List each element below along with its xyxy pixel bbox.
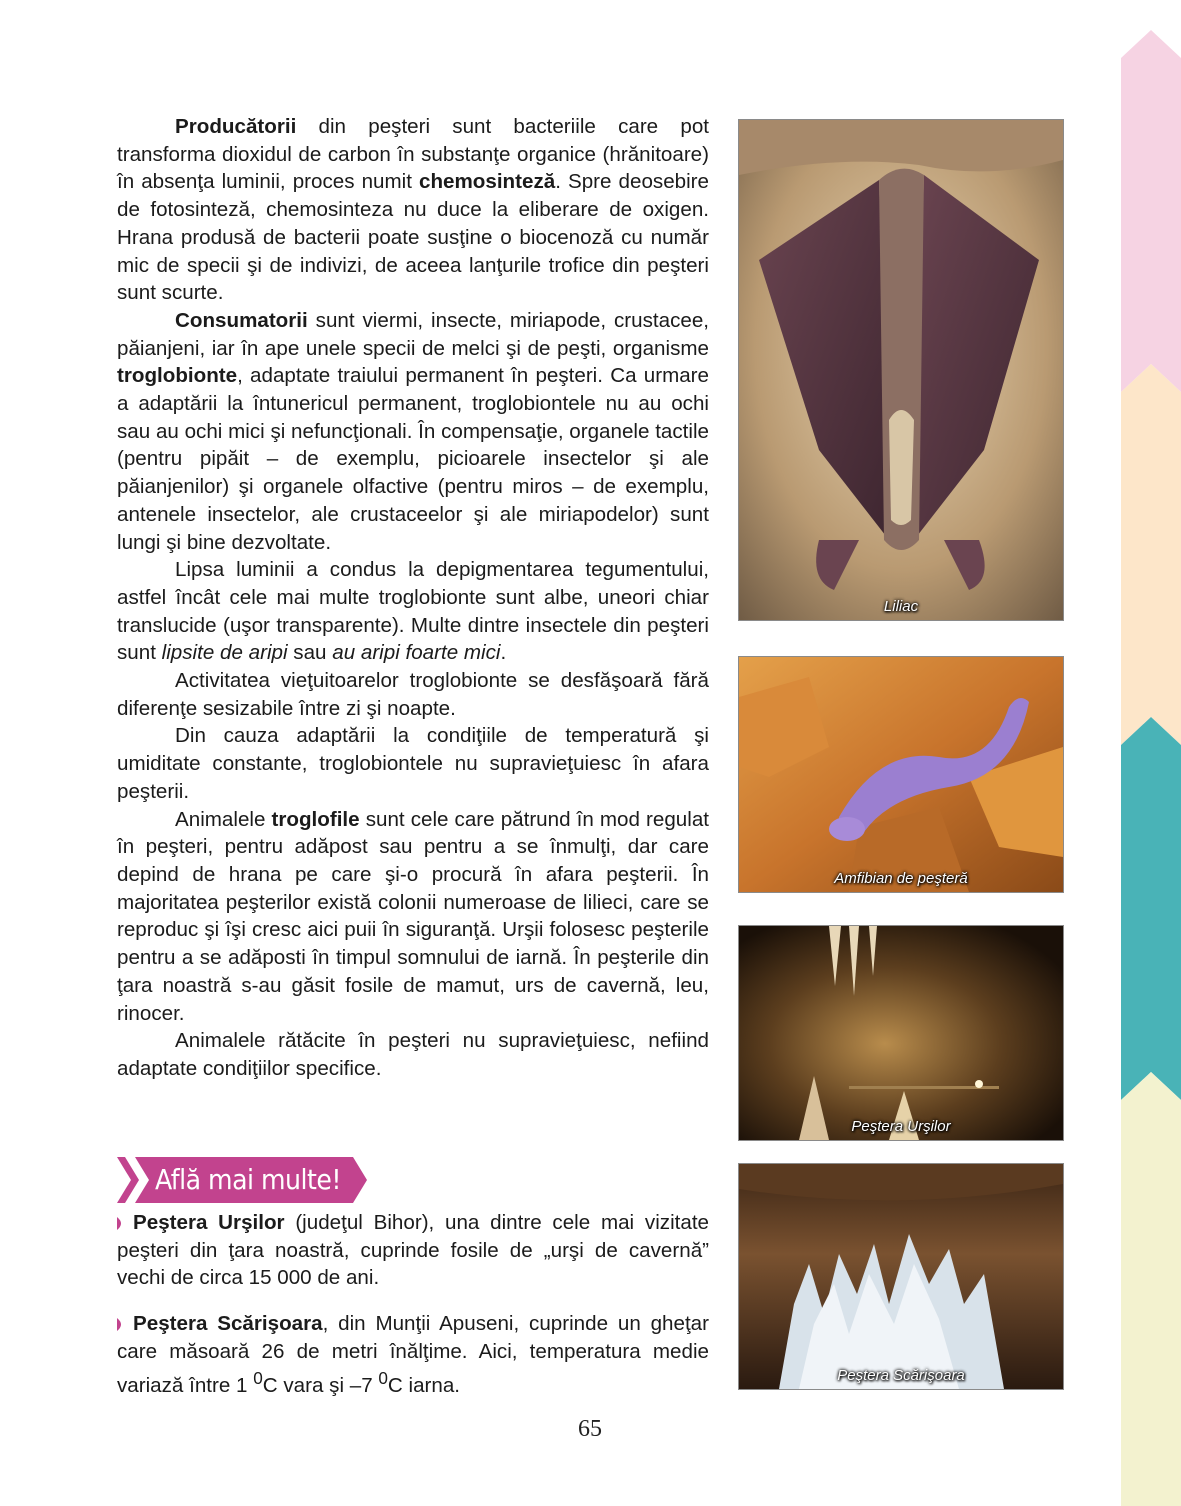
banner-title: Află mai multe!	[155, 1163, 341, 1196]
tab-cream	[1121, 1072, 1181, 1506]
info-item-ursilor	[117, 1209, 709, 1292]
bear-cave-photo	[738, 925, 1064, 1141]
info-text-scarisoara: Peştera Scărişoara, din Munţii Apuseni, cuprinde un gheţar care măsoară 26 de metri înălţime. Aici, temperatura medie variază între 1 $^0$C vara şi –7 $^0$C iarna.	[117, 1312, 709, 1398]
bear-cave-image	[739, 926, 1063, 1140]
paragraph-lost-animals: Animalele rătăcite în peşteri nu supravieţuiesc, nefiind adaptate condiţiilor specifice.	[117, 1029, 709, 1080]
paragraph-adaptation: Din cauza adaptării la condiţiile de temperatură şi umiditate constante, troglobiontele nu supravieţuiesc în afara peşterii.	[117, 724, 709, 803]
paragraph-depigmentation: Lipsa luminii a condus la depigmentarea tegumentului, astfel încât cele mai multe troglobionte sunt albe, uneori chiar translucide (uşor transparente). Multe dintre insectele din peşteri sunt lipsite de aripi sau au aripi foarte mici.	[117, 558, 709, 665]
cave-amphibian-photo	[738, 656, 1064, 893]
paragraph-producers: Producătorii din peşteri sunt bacteriile care pot transforma dioxidul de carbon în substanţe organice (hrănitoare) în absenţa luminii, proces numit chemosinteză. Spre deosebire de fotosinteză, chemosinteza nu duce la eliberare de oxigen. Hrana produsă de bacterii poate susţine o biocenoză cu număr mic de specii şi de indivizi, de aceea lanţurile trofice din peşteri sunt scurte.	[117, 115, 709, 305]
photo-caption: Amfibian de peşteră	[834, 870, 968, 887]
info-item-scarisoara	[117, 1310, 709, 1400]
bullet-icon	[117, 1217, 125, 1230]
amphibian-image	[739, 657, 1063, 892]
bat-image	[739, 120, 1063, 620]
bullet-icon	[117, 1318, 125, 1331]
paragraph-troglophiles: Animalele troglofile sunt cele care pătrund în mod regulat în peşteri, pentru adăpost sau pentru a se înmulţi, dar care depind de hrana pe care şi-o procură în afara peşterii. În majoritatea peşterilor există colonii numeroase de lilieci, care se reproduc şi îşi cresc aici puii în siguranţă. Urşii folosesc peşterile pentru a se adăposti în timpul somnului de iarnă. În peşterile din ţara noastră s-au găsit fosile de mamut, urs de cavernă, leu, rinocer.	[117, 807, 709, 1025]
info-text-ursilor: Peştera Urşilor (judeţul Bihor), una dintre cele mai vizitate peşteri din ţara noastră, cuprinde fosile de „urşi de cavernă” vechi de circa 15 000 de ani.	[117, 1211, 709, 1290]
tab-peach	[1121, 364, 1181, 745]
main-text	[117, 113, 709, 1083]
photo-caption: Liliac	[883, 598, 919, 615]
page-number: 65	[578, 1416, 602, 1442]
side-color-tabs	[1121, 0, 1181, 1506]
photo-caption: Peştera Urşilor	[851, 1118, 951, 1135]
ice-cave-photo	[738, 1163, 1064, 1390]
learn-more-banner	[117, 1157, 367, 1203]
photo-caption: Peştera Scărişoara	[837, 1367, 965, 1384]
bat-photo	[738, 119, 1064, 621]
tab-pink	[1121, 30, 1181, 392]
paragraph-consumers: Consumatorii sunt viermi, insecte, miriapode, crustacee, păianjeni, iar în ape unele specii de melci şi de peşti, organisme troglobionte, adaptate traiului permanent în peşteri. Ca urmare a adaptării la întunericul permanent, troglobiontele nu au ochi sau au ochi mici şi nefuncţionali. În compensaţie, organele tactile (pentru pipăit – de exemplu, picioarele insectelor şi ale păianjenilor) şi organele olfactive (pentru miros – de exemplu, antenele insectelor, ale crustaceelor şi ale miriapodelor) sunt lungi şi bine dezvoltate.	[117, 308, 709, 554]
tab-teal	[1121, 717, 1181, 1100]
paragraph-activity: Activitatea vieţuitoarelor troglobionte se desfăşoară fără diferenţe sesizabile între zi şi noapte.	[117, 669, 709, 720]
ice-cave-image	[739, 1164, 1063, 1389]
